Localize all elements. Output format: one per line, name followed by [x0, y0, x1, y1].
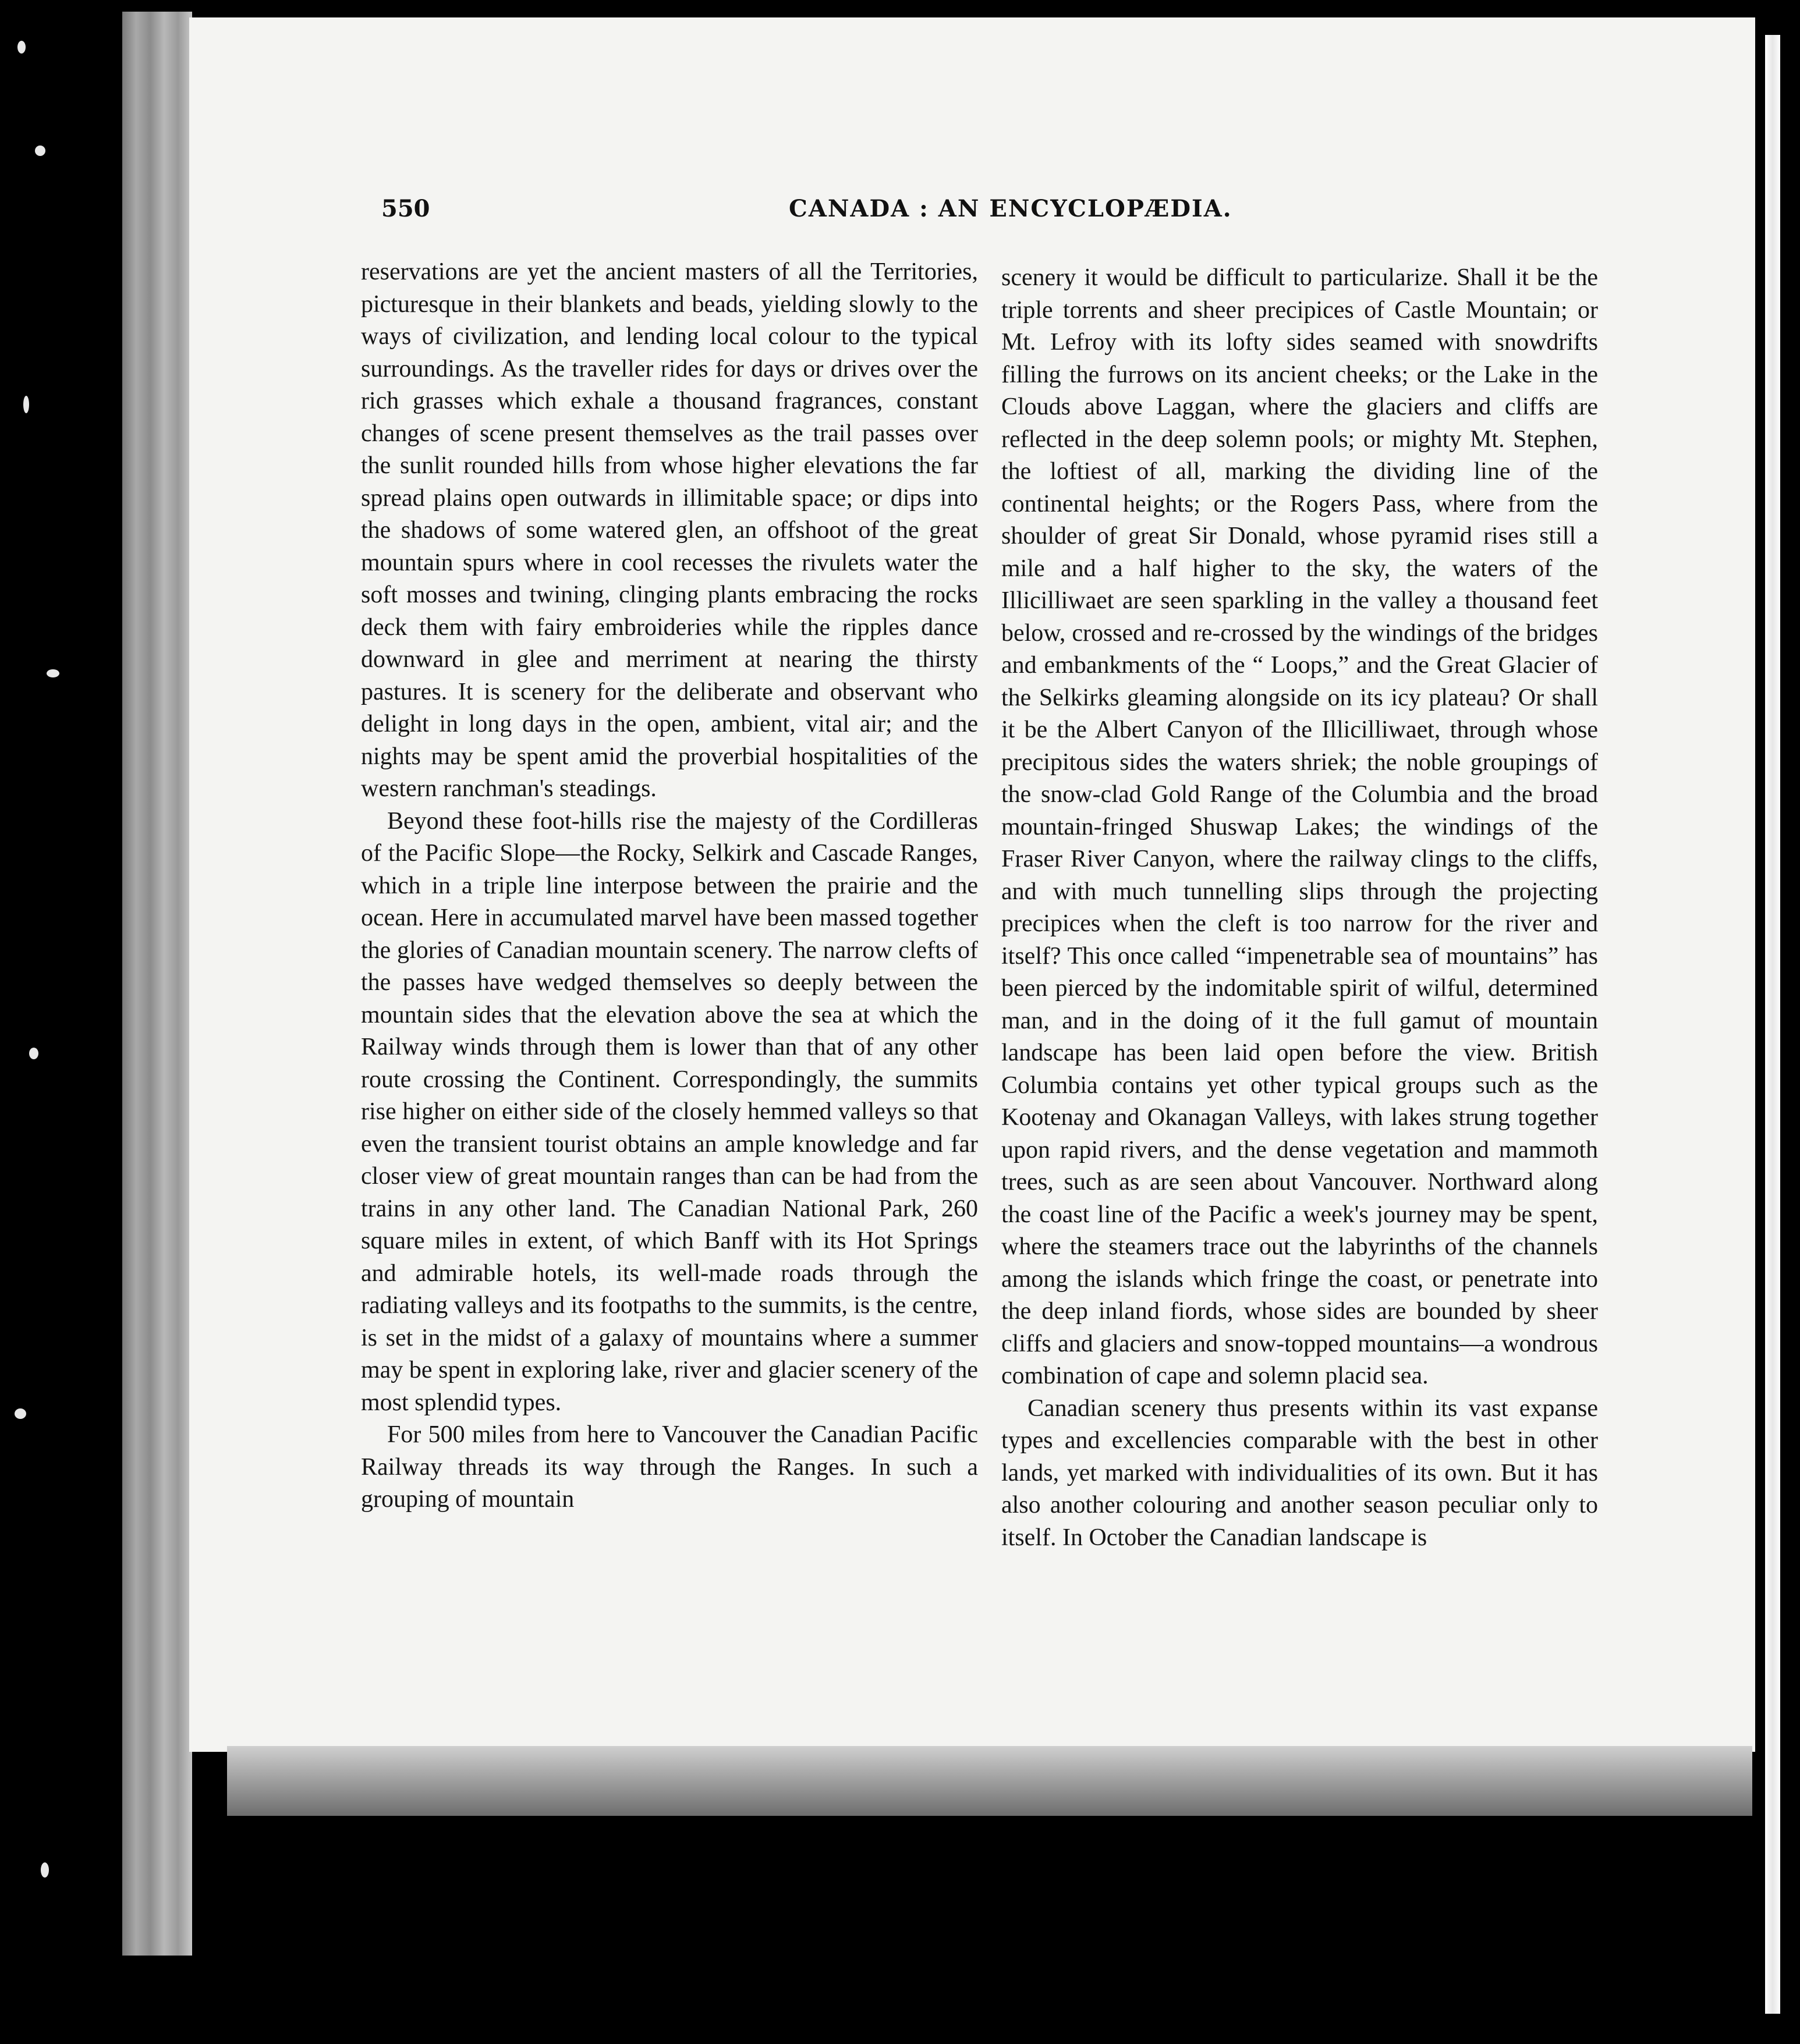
left-column: [361, 256, 978, 1516]
dust-speck: [47, 669, 59, 677]
page-bottom-shadow: [227, 1746, 1752, 1816]
dust-speck: [29, 1048, 38, 1059]
page-stack-edge: [122, 12, 192, 1956]
dust-speck: [15, 1408, 26, 1419]
right-column: [1001, 262, 1598, 1554]
dust-speck: [17, 41, 26, 54]
paragraph: Beyond these foot-hills rise the majesty of the Cordilleras of the Pacific Slope—the Rocky, Selkirk and Cascade Ranges, which in a triple line interpose between the prairie and the ocean. Here in accumulated marvel have been massed together the glories of Canadian mountain scenery. The narrow clefts of the passes have wedged themselves so deeply between the mountain sides that the elevation above the sea at which the Railway winds through them is lower than that of any other route crossing the Continent. Correspondingly, the summits rise higher on either side of the closely hemmed valleys so that even the transient tourist obtains an ample knowledge and far closer view of great mountain ranges than can be had from the trains in any other land. The Canadian National Park, 260 square miles in extent, of which Banff with its Hot Springs and admirable hotels, its well-made roads through the radiating valleys and its footpaths to the summits, is the centre, is set in the midst of a galaxy of mountains where a summer may be spent in exploring lake, river and glacier scenery of the most splendid types.: [361, 807, 978, 1416]
page-header: [381, 195, 1610, 236]
dust-speck: [35, 146, 45, 156]
paragraph: Canadian scenery thus presents within its vast expanse types and excellencies comparable with the best in other lands, yet marked with individualities of its own. But it has also another colouring and another season peculiar only to itself. In October the Canadian landscape is: [1001, 1394, 1598, 1551]
paragraph: scenery it would be difficult to particularize. Shall it be the triple torrents and sheer precipices of Castle Mountain; or Mt. Lefroy with its lofty sides seamed with snowdrifts filling the furrows on its ancient cheeks; or the Lake in the Clouds above Laggan, where the glaciers and cliffs are reflected in the deep solemn pools; or mighty Mt. Stephen, the loftiest of all, marking the dividing line of the continental heights; or the Rogers Pass, where from the shoulder of great Sir Donald, whose pyramid rises still a mile and a half higher to the sky, the waters of the Illicilliwaet are seen sparkling in the valley a thousand feet below, crossed and re-crossed by the windings of the bridges and embankments of the “ Loops,” and the Great Glacier of the Selkirks gleaming alongside on its icy plateau? Or shall it be the Albert Canyon of the Illicilliwaet, through whose precipitous sides the waters shriek; the noble groupings of the snow-clad Gold Range of the Columbia and the broad mountain-fringed Shuswap Lakes; the windings of the Fraser River Canyon, where the railway clings to the cliffs, and with much tunnelling slips through the projecting precipices when the cleft is too narrow for the river and itself? This once called “impenetrable sea of mountains” has been pierced by the indomitable spirit of wilful, determined man, and in the doing of it the full gamut of mountain landscape has been laid open before the view. British Columbia contains yet other typical groups such as the Kootenay and Okanagan Valleys, with lakes strung together upon rapid rivers, and the dense vegetation and mammoth trees, such as are seen about Vancouver. Northward along the coast line of the Pacific a week's journey may be spent, where the steamers trace out the labyrinths of the channels among the islands which fringe the coast, or penetrate into the deep inland fiords, whose sides are bounded by sheer cliffs and glaciers and snow-topped mountains—a wondrous combination of cape and solemn placid sea.: [1001, 264, 1598, 1389]
facing-page-edge: [1765, 35, 1780, 2014]
paragraph: reservations are yet the ancient masters of all the Territories, picturesque in their blankets and beads, yielding slowly to the ways of civilization, and lending local colour to the typical surroundings. As the traveller rides for days or drives over the rich grasses which exhale a thousand fragrances, constant changes of scene present themselves as the trail passes over the sunlit rounded hills from whose higher elevations the far spread plains open outwards in illimitable space; or dips into the shadows of some watered glen, an offshoot of the great mountain spurs where in cool recesses the rivulets water the soft mosses and twining, clinging plants embracing the rocks deck them with fairy embroideries while the ripples dance downward in glee and merriment at nearing the thirsty pastures. It is scenery for the deliberate and observant who delight in long days in the open, ambient, vital air; and the nights may be spent amid the proverbial hospitalities of the western ranchman's steadings.: [361, 258, 978, 802]
paragraph: For 500 miles from here to Vancouver the Canadian Pacific Railway threads its way through the Ranges. In such a grouping of mountain: [361, 1421, 978, 1513]
dust-speck: [41, 1862, 49, 1878]
page-number: 550: [381, 195, 430, 222]
dust-speck: [23, 396, 29, 413]
running-head: CANADA : AN ENCYCLOPÆDIA.: [789, 195, 1232, 222]
